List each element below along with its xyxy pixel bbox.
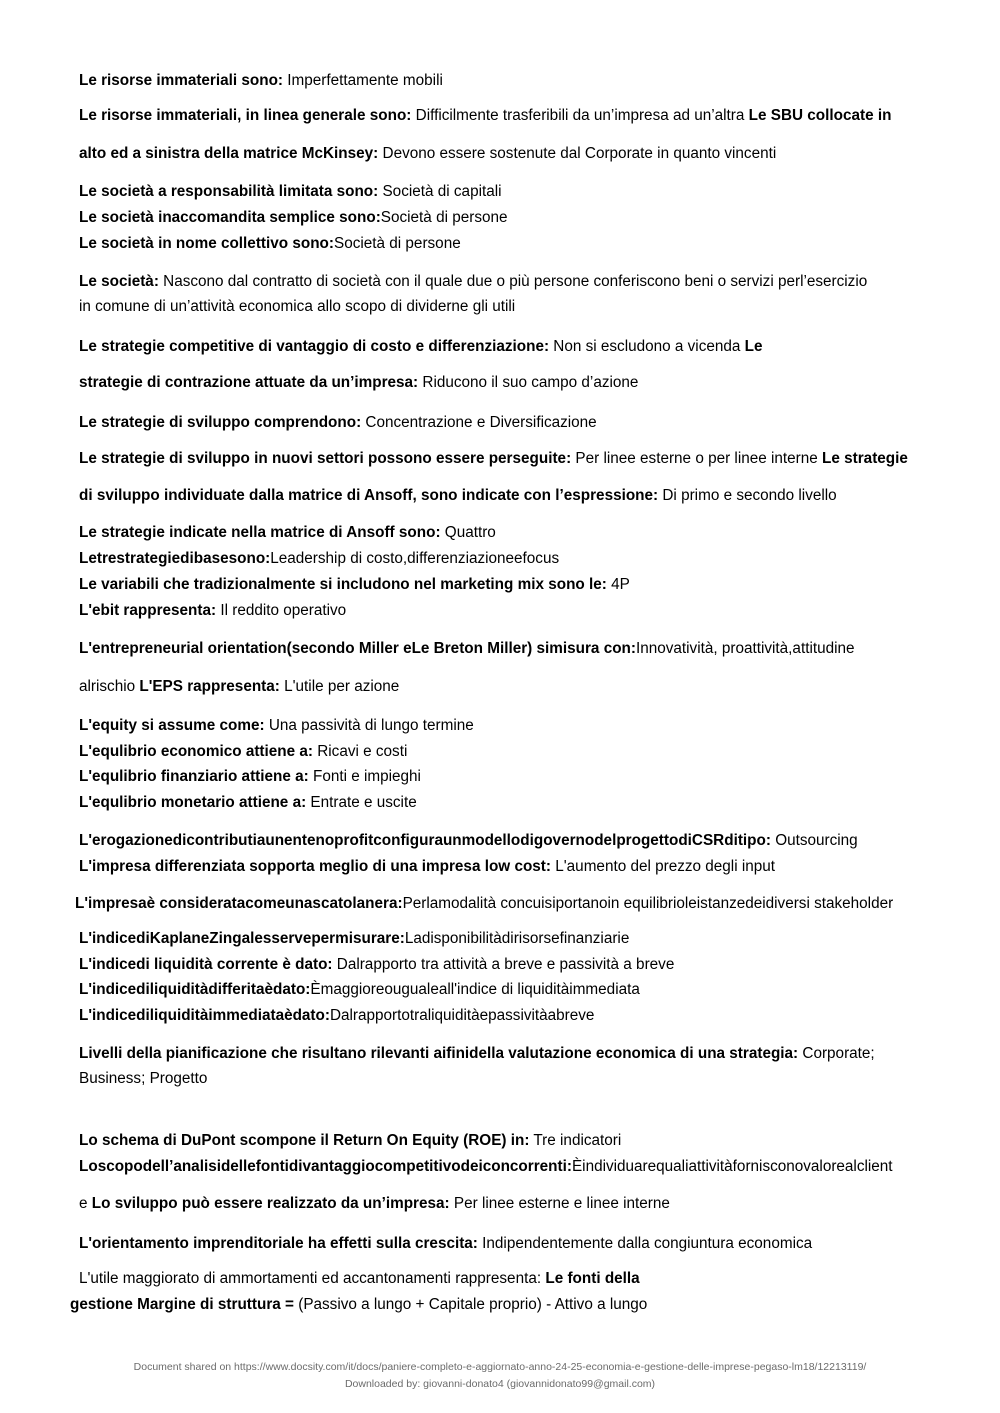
- footer-shared-note: Document shared on https://www.docsity.com/it/docs/paniere-completo-e-aggiornato-anno-24-25-economia-e-gestione-delle-imprese-pegaso-lm18/12213119/: [133, 1361, 867, 1373]
- text-line: [79, 71, 443, 91]
- question-text: Le strategie di sviluppo in nuovi settori possono essere perseguite:: [79, 450, 572, 467]
- text-line: [79, 955, 674, 975]
- question-text: L'indicediliquiditàdifferitaèdato:: [79, 981, 311, 998]
- text-line: [79, 601, 346, 621]
- question-text: L'indicediliquiditàimmediataèdato:: [79, 1007, 330, 1024]
- question-text: L'ebit rappresenta:: [79, 602, 217, 619]
- answer-text: 4P: [606, 576, 630, 593]
- answer-text: Società di persone: [334, 235, 461, 252]
- question-text: Le strategie: [822, 450, 908, 467]
- question-text: Le variabili che tradizionalmente si includono nel marketing mix sono le:: [79, 576, 607, 593]
- question-text: Le: [744, 338, 763, 355]
- text-line: [79, 373, 638, 393]
- question-text: Loscopodell’analisidellefontidivantaggiocompetitivodeiconcorrenti:: [79, 1158, 572, 1175]
- question-text: di sviluppo individuate dalla matrice di Ansoff, sono indicate con l’espressione:: [79, 487, 659, 504]
- text-line: [79, 1269, 640, 1289]
- answer-text: Ladisponibilitàdirisorsefinanziarie: [404, 930, 630, 947]
- answer-text: Innovatività, proattività,attitudine: [635, 640, 855, 657]
- question-text: Le società:: [79, 273, 159, 290]
- answer-text: L'aumento del prezzo degli input: [551, 858, 776, 875]
- question-text: L'indicedi liquidità corrente è dato:: [79, 956, 333, 973]
- answer-text: Società di persone: [380, 209, 508, 226]
- text-line: [79, 575, 630, 595]
- answer-text: Difficilmente trasferibili da un’impresa ad un’altra: [411, 107, 749, 124]
- text-line: [79, 742, 407, 762]
- question-text: L'equlibrio economico attiene a:: [79, 743, 313, 760]
- answer-text: Nascono dal contratto di società con il quale due o più persone conferiscono beni o servizi perl’esercizio: [158, 273, 868, 290]
- answer-text: Quattro: [440, 524, 496, 541]
- text-line: [79, 1157, 893, 1177]
- answer-text: Per linee esterne o per linee interne: [571, 450, 823, 467]
- question-text: Letrestrategiedibasesono:: [79, 550, 271, 567]
- question-text: alto ed a sinistra della matrice McKinsey:: [79, 145, 379, 162]
- answer-text: Leadership di costo,differenziazioneefocus: [270, 550, 560, 567]
- text-line: [79, 639, 855, 659]
- question-text: L'indicediKaplaneZingalesservepermisurare:: [79, 930, 405, 947]
- question-text: Le società a responsabilità limitata sono:: [79, 183, 379, 200]
- text-line: [70, 1295, 647, 1315]
- question-text: L'orientamento imprenditoriale ha effetti sulla crescita:: [79, 1235, 478, 1252]
- text-line: [79, 1234, 812, 1254]
- question-text: L'EPS rappresenta:: [139, 678, 280, 695]
- text-line: [79, 234, 461, 254]
- text-line: [79, 523, 496, 543]
- answer-text: L'utile per azione: [279, 678, 400, 695]
- question-text: L'erogazionedicontributiaunentenoprofitconfiguraunmodellodigovernodelprogettodiCSRditipo:: [79, 832, 771, 849]
- text-line: [79, 1194, 670, 1214]
- question-text: L'impresaè consideratacomeunascatolanera:: [75, 895, 403, 912]
- text-line: [75, 894, 893, 914]
- answer-text: Di primo e secondo livello: [658, 487, 837, 504]
- text-line: [79, 980, 640, 1000]
- answer-text: Perlamodalità concuisiportanoin equilibrioleistanzedeidiversi stakeholder: [402, 895, 894, 912]
- question-text: Lo schema di DuPont scompone il Return On Equity (ROE) in:: [79, 1132, 530, 1149]
- answer-text: Non si escludono a vicenda: [549, 338, 745, 355]
- answer-text: alrischio: [79, 678, 140, 695]
- answer-text: Dalrapportotraliquiditàepassivitàabreve: [329, 1007, 595, 1024]
- text-line: [79, 272, 867, 292]
- text-line: [79, 106, 891, 126]
- answer-text: Riducono il suo campo d’azione: [418, 374, 639, 391]
- text-line: [79, 337, 763, 357]
- text-line: [79, 208, 508, 228]
- answer-text: L'utile maggiorato di ammortamenti ed accantonamenti rappresenta:: [79, 1270, 546, 1287]
- text-line: [79, 1006, 594, 1026]
- question-text: Lo sviluppo può essere realizzato da un’impresa:: [91, 1195, 450, 1212]
- question-text: L'equity si assume come:: [79, 717, 265, 734]
- text-line: [79, 297, 515, 317]
- text-line: [79, 486, 837, 506]
- answer-text: Per linee esterne e linee interne: [449, 1195, 670, 1212]
- text-line: [79, 1044, 875, 1064]
- text-line: [79, 1069, 207, 1089]
- answer-text: Entrate e uscite: [306, 794, 417, 811]
- answer-text: Èindividuarequaliattivitàfornisconovalorealclient: [571, 1158, 893, 1175]
- text-line: [79, 677, 399, 697]
- answer-text: (Passivo a lungo + Capitale proprio) - Attivo a lungo: [293, 1296, 648, 1313]
- answer-text: Il reddito operativo: [216, 602, 347, 619]
- answer-text: Corporate;: [798, 1045, 875, 1062]
- question-text: L'impresa differenziata sopporta meglio di una impresa low cost:: [79, 858, 551, 875]
- text-line: [79, 449, 908, 469]
- question-text: L'equlibrio monetario attiene a:: [79, 794, 307, 811]
- answer-text: Outsourcing: [770, 832, 858, 849]
- answer-text: Imperfettamente mobili: [283, 72, 443, 89]
- answer-text: Società di capitali: [378, 183, 502, 200]
- text-line: [79, 716, 474, 736]
- answer-text: Èmaggioreougualeall'indice di liquiditàimmediata: [310, 981, 640, 998]
- question-text: Le risorse immateriali, in linea generale sono:: [79, 107, 412, 124]
- text-line: [79, 831, 858, 851]
- text-line: [79, 793, 417, 813]
- question-text: gestione Margine di struttura =: [70, 1296, 294, 1313]
- question-text: Le SBU collocate in: [748, 107, 892, 124]
- answer-text: Devono essere sostenute dal Corporate in quanto vincenti: [378, 145, 777, 162]
- question-text: Le strategie di sviluppo comprendono:: [79, 414, 362, 431]
- answer-text: e: [79, 1195, 92, 1212]
- question-text: Livelli della pianificazione che risultano rilevanti aifinidella valutazione economica di una strategia:: [79, 1045, 799, 1062]
- question-text: Le fonti della: [545, 1270, 640, 1287]
- text-line: [79, 767, 421, 787]
- text-line: [79, 144, 776, 164]
- answer-text: Una passività di lungo termine: [264, 717, 474, 734]
- answer-text: Business; Progetto: [79, 1070, 208, 1087]
- text-line: [79, 1131, 621, 1151]
- question-text: Le strategie indicate nella matrice di Ansoff sono:: [79, 524, 441, 541]
- answer-text: Tre indicatori: [529, 1132, 622, 1149]
- footer-downloaded-note: Downloaded by: giovanni-donato4 (giovannidonato99@gmail.com): [344, 1378, 656, 1390]
- question-text: Le società in nome collettivo sono:: [79, 235, 334, 252]
- question-text: strategie di contrazione attuate da un’impresa:: [79, 374, 419, 391]
- text-line: [79, 857, 775, 877]
- answer-text: Dalrapporto tra attività a breve e passività a breve: [332, 956, 675, 973]
- text-line: [79, 182, 502, 202]
- question-text: Le società inaccomandita semplice sono:: [79, 209, 381, 226]
- question-text: Le risorse immateriali sono:: [79, 72, 284, 89]
- answer-text: in comune di un’attività economica allo scopo di dividerne gli utili: [79, 298, 516, 315]
- answer-text: Concentrazione e Diversificazione: [361, 414, 597, 431]
- text-line: [79, 549, 559, 569]
- question-text: L'entrepreneurial orientation(secondo Miller eLe Breton Miller) simisura con:: [79, 640, 636, 657]
- answer-text: Ricavi e costi: [312, 743, 408, 760]
- answer-text: Fonti e impieghi: [308, 768, 421, 785]
- answer-text: Indipendentemente dalla congiuntura economica: [477, 1235, 813, 1252]
- text-line: [79, 929, 629, 949]
- question-text: L'equlibrio finanziario attiene a:: [79, 768, 309, 785]
- text-line: [79, 413, 597, 433]
- question-text: Le strategie competitive di vantaggio di costo e differenziazione:: [79, 338, 550, 355]
